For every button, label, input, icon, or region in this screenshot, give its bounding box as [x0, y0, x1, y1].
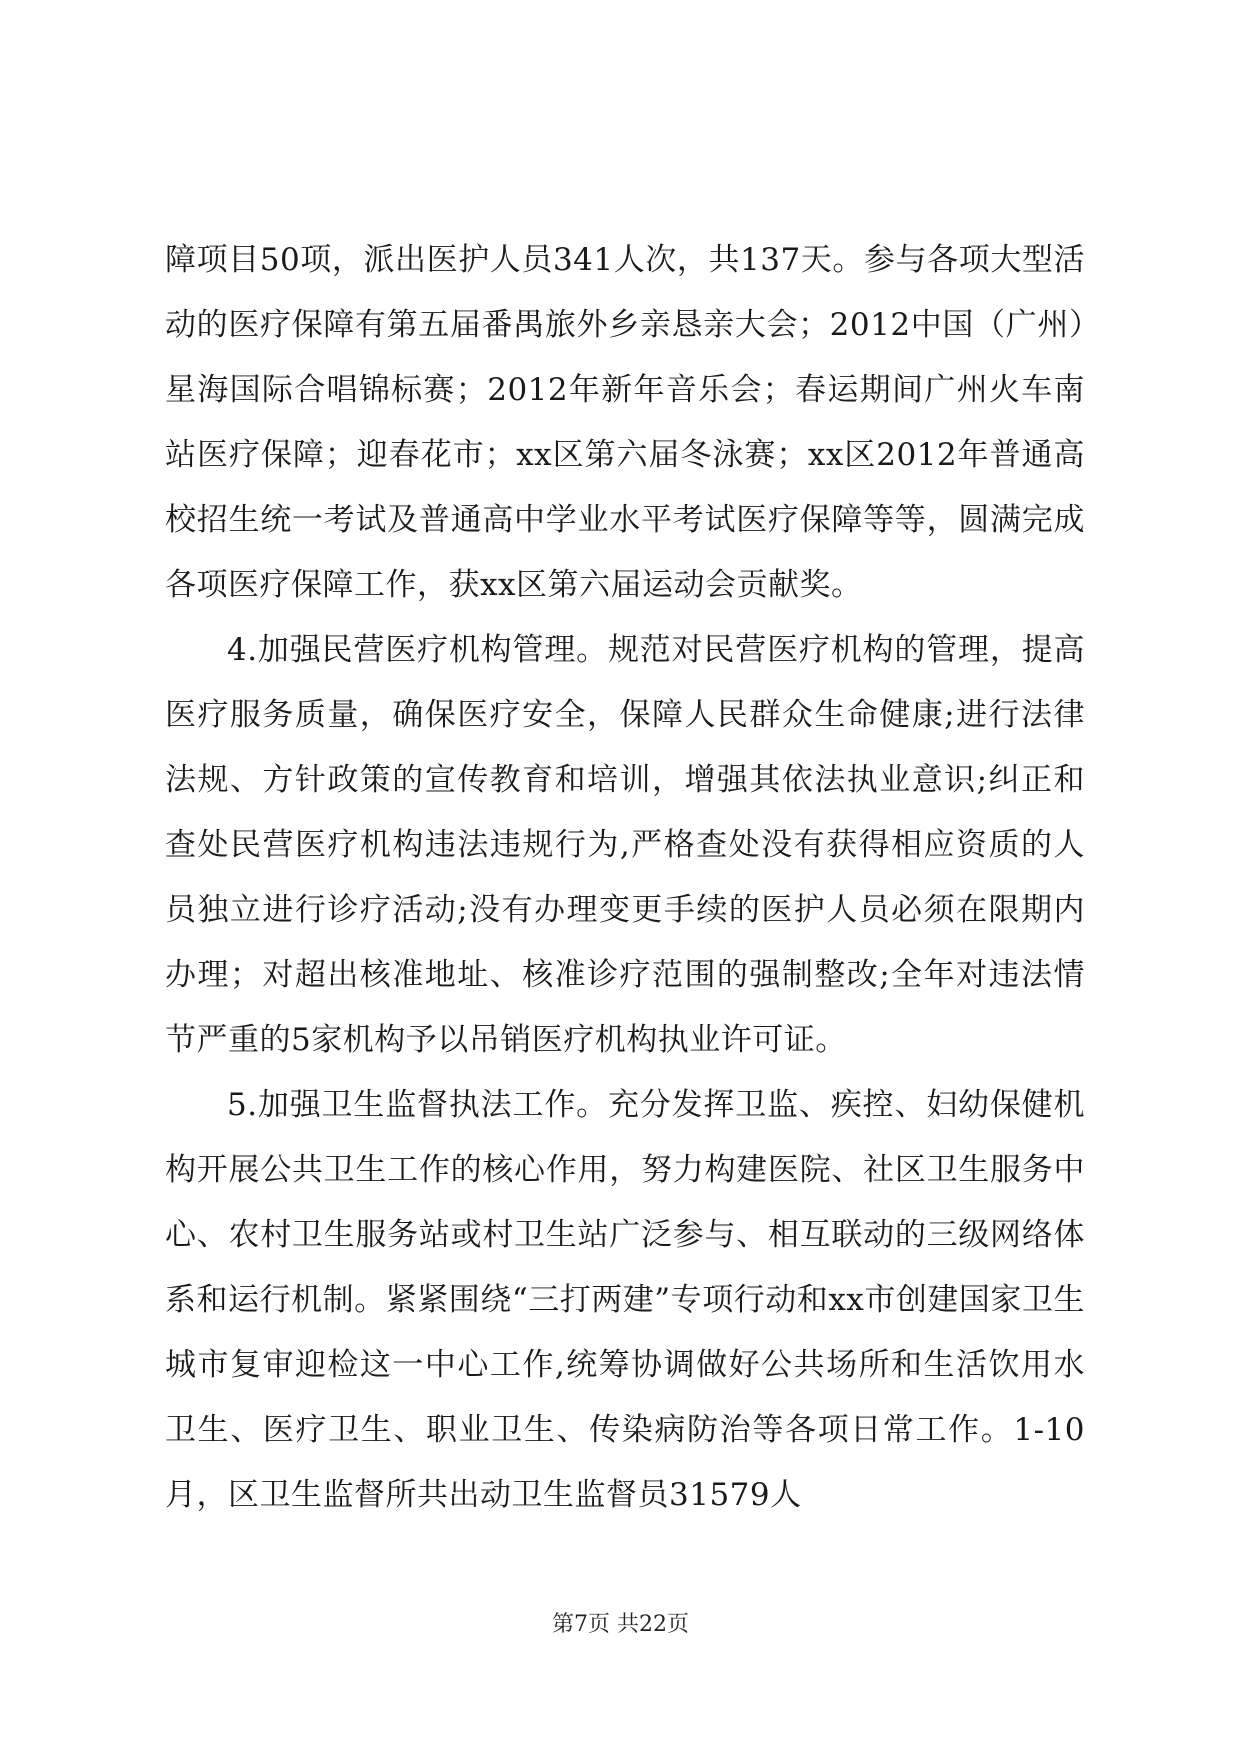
page-footer: 第7页 共22页 — [552, 1612, 689, 1637]
paragraph-private-medical-institutions: 4.加强民营医疗机构管理。规范对民营医疗机构的管理，提高医疗服务质量，确保医疗安全，保障人民群众生命健康;进行法律法规、方针政策的宣传教育和培训，增强其依法执业意识;纠正和查处民营医疗机构违法违规行为,严格查处没有获得相应资质的人员独立进行诊疗活动;没有办理变更手续的医护人员必须在限期内办理；对超出核准地址、核准诊疗范围的强制整改;全年对违法情节严重的5家机构予以吊销医疗机构执业许可证。 — [165, 632, 1085, 1058]
document-body — [165, 228, 1085, 1528]
paragraph-health-supervision: 5.加强卫生监督执法工作。充分发挥卫监、疾控、妇幼保健机构开展公共卫生工作的核心作用，努力构建医院、社区卫生服务中心、农村卫生服务站或村卫生站广泛参与、相互联动的三级网络体系和运行机制。紧紧围绕“三打两建”专项行动和xx市创建国家卫生城市复审迎检这一中心工作,统筹协调做好公共场所和生活饮用水卫生、医疗卫生、职业卫生、传染病防治等各项日常工作。1-10月，区卫生监督所共出动卫生监督员31579人 — [165, 1087, 1085, 1513]
paragraph-medical-support: 障项目50项，派出医护人员341人次，共137天。参与各项大型活动的医疗保障有第五届番禺旅外乡亲恳亲大会；2012中国（广州）星海国际合唱锦标赛；2012年新年音乐会；春运期间广州火车南站医疗保障；迎春花市；xx区第六届冬泳赛；xx区2012年普通高校招生统一考试及普通高中学业水平考试医疗保障等等，圆满完成各项医疗保障工作，获xx区第六届运动会贡献奖。 — [165, 242, 1085, 603]
